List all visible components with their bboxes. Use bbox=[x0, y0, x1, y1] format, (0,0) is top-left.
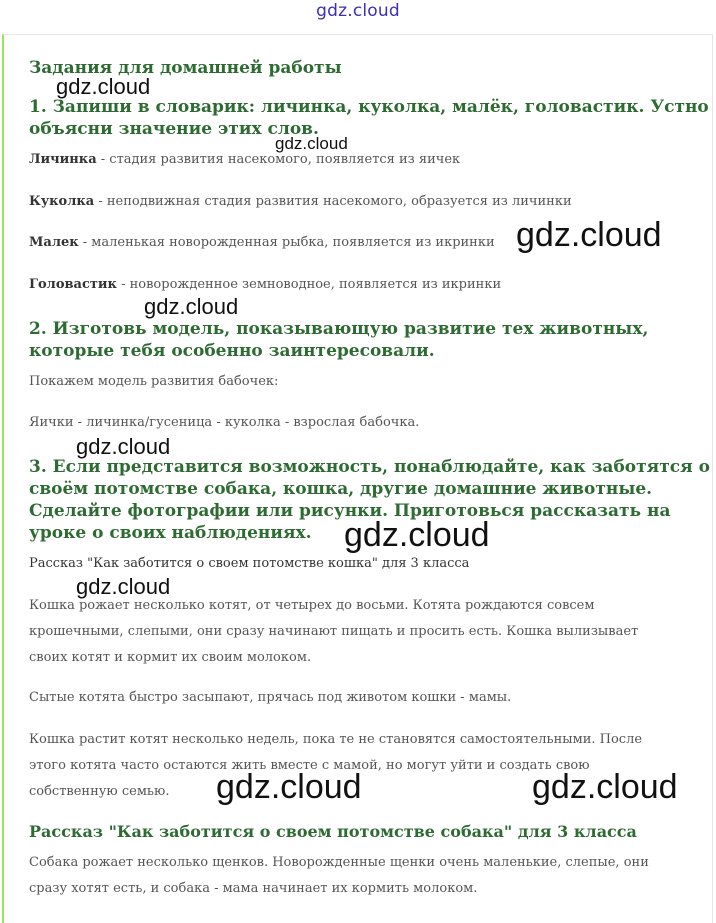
dog-paragraph-line2: сразу хотят есть, и собака - мама начинает их кормить молоком. bbox=[29, 881, 478, 896]
cat-paragraph3-line3: собственную семью. bbox=[29, 784, 170, 799]
watermark: gdz.cloud bbox=[275, 134, 348, 153]
definition-term: Головастик bbox=[29, 277, 117, 292]
definition-term: Малек bbox=[29, 235, 79, 250]
definition-fry bbox=[29, 230, 495, 256]
cat-paragraph3-line1: Кошка растит котят несколько недель, пока те не становятся самостоятельными. После bbox=[29, 732, 643, 747]
definition-term: Личинка bbox=[29, 152, 97, 167]
watermark: gdz.cloud bbox=[532, 768, 678, 806]
task3-heading-line1: 3. Если представится возможность, понаблюдайте, как заботятся о bbox=[29, 457, 710, 477]
task2-heading-line1: 2. Изготовь модель, показывающую развитие тех животных, bbox=[29, 319, 649, 339]
top-watermark: gdz.cloud bbox=[316, 1, 400, 21]
watermark: gdz.cloud bbox=[344, 516, 490, 554]
definition-tadpole bbox=[29, 272, 501, 298]
cat-paragraph1-line1: Кошка рожает несколько котят, от четырех до восьми. Котята рождаются совсем bbox=[29, 598, 595, 613]
task2-intro: Покажем модель развития бабочек: bbox=[29, 374, 279, 389]
definition-text: - маленькая новорожденная рыбка, появляется из икринки bbox=[78, 235, 495, 250]
task2-model: Яички - личинка/гусеница - куколка - взрослая бабочка. bbox=[29, 415, 420, 430]
definition-text: - неподвижная стадия развития насекомого, образуется из личинки bbox=[94, 194, 572, 209]
cat-paragraph2: Сытые котята быстро засыпают, прячась под животом кошки - мамы. bbox=[29, 690, 512, 705]
definition-pupa bbox=[29, 189, 572, 215]
task1-heading-line2: объясни значение этих слов. bbox=[29, 119, 319, 139]
definition-text: - стадия развития насекомого, появляется из яичек bbox=[96, 152, 461, 167]
watermark: gdz.cloud bbox=[216, 768, 362, 806]
dog-paragraph-line1: Собака рожает несколько щенков. Новорожденные щенки очень маленькие, слепые, они bbox=[29, 855, 649, 870]
watermark: gdz.cloud bbox=[56, 74, 151, 99]
task1-heading-line1: 1. Запиши в словарик: личинка, куколка, малёк, головастик. Устно bbox=[29, 97, 709, 117]
watermark: gdz.cloud bbox=[144, 294, 239, 319]
cat-story-title: Рассказ "Как заботится о своем потомстве кошка" для 3 класса bbox=[29, 556, 470, 571]
cat-paragraph1-line2: крошечными, слепыми, они сразу начинают пищать и просить есть. Кошка вылизывает bbox=[29, 624, 639, 639]
watermark: gdz.cloud bbox=[516, 216, 662, 254]
task3-heading-line3: Сделайте фотографии или рисунки. Приготовься рассказать на bbox=[29, 501, 671, 521]
watermark: gdz.cloud bbox=[76, 574, 171, 599]
section-title: Задания для домашней работы bbox=[29, 58, 342, 78]
cat-paragraph3-line2: этого котята часто остаются жить вместе с мамой, но могут уйти и создать свою bbox=[29, 758, 590, 773]
task3-heading-line4: уроке о своих наблюдениях. bbox=[29, 523, 312, 543]
task3-heading-line2: своём потомстве собака, кошка, другие домашние животные. bbox=[29, 479, 653, 499]
task2-heading-line2: которые тебя особенно заинтересовали. bbox=[29, 341, 435, 361]
definition-larva bbox=[29, 147, 460, 173]
definition-text: - новорожденное земноводное, появляется из икринки bbox=[116, 277, 502, 292]
watermark: gdz.cloud bbox=[76, 434, 171, 459]
dog-story-title: Рассказ "Как заботится о своем потомстве собака" для 3 класса bbox=[29, 822, 637, 841]
definition-term: Куколка bbox=[29, 194, 95, 209]
cat-paragraph1-line3: своих котят и кормит их своим молоком. bbox=[29, 650, 312, 665]
